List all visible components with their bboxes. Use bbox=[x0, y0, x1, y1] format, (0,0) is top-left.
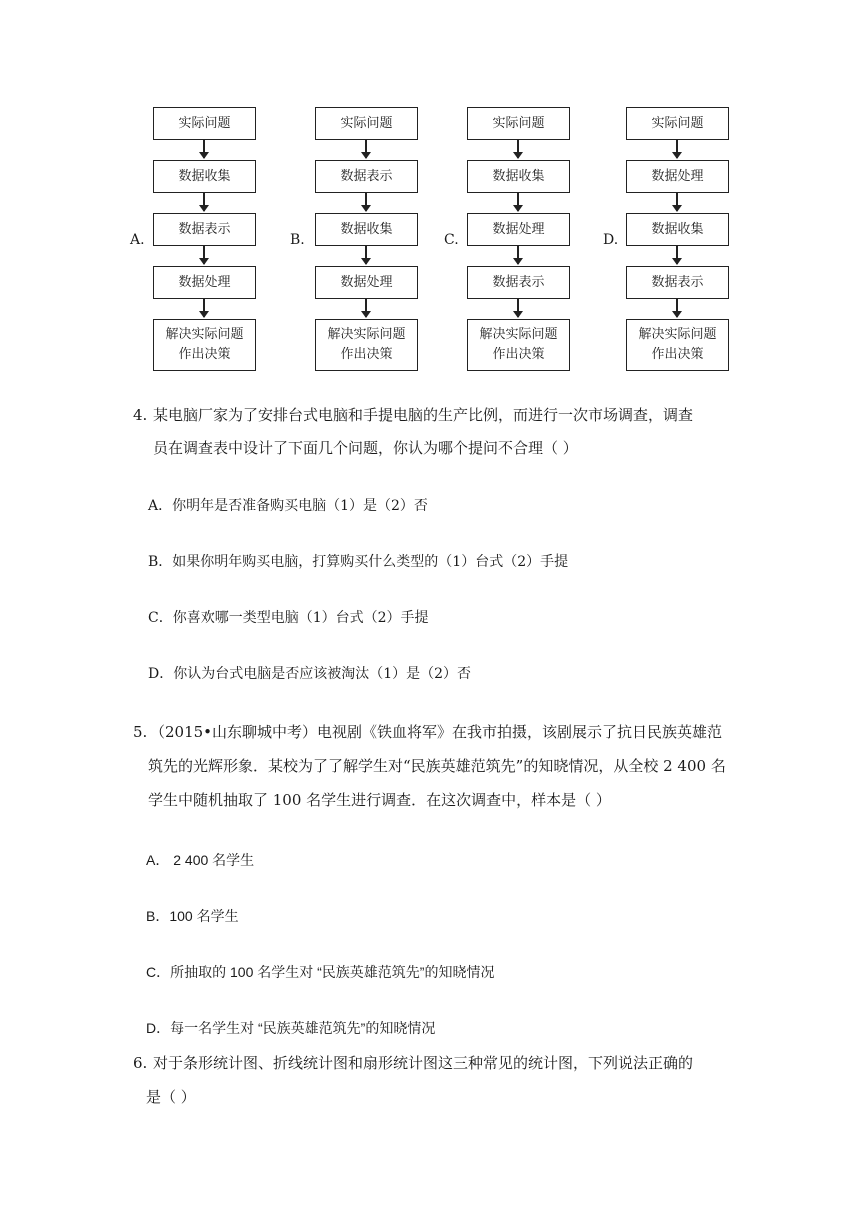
option-b: B．100 名学生 bbox=[146, 908, 239, 924]
flowchart-step-box: 解决实际问题 作出决策 bbox=[153, 319, 256, 371]
down-arrow-icon bbox=[203, 299, 205, 317]
option-a: A． 2 400 名学生 bbox=[146, 852, 255, 868]
option-d: D．你认为台式电脑是否应该被淘汰（1）是（2）否 bbox=[148, 666, 472, 682]
flowchart-step-box: 数据处理 bbox=[626, 160, 729, 193]
down-arrow-icon bbox=[365, 140, 367, 158]
flowchart-option-letter: C. bbox=[444, 232, 459, 248]
flowchart-step-box: 实际问题 bbox=[315, 107, 418, 140]
question-number: 6. bbox=[133, 1054, 148, 1072]
question-text-line: 是（ ） bbox=[146, 1088, 196, 1106]
question-text-line: 筑先的光辉形象．某校为了了解学生对“民族英雄范筑先”的知晓情况，从全校 2 400 名 bbox=[148, 757, 726, 775]
down-arrow-icon bbox=[203, 140, 205, 158]
down-arrow-icon bbox=[676, 246, 678, 264]
flowchart-option-letter: B. bbox=[290, 232, 305, 248]
down-arrow-icon bbox=[517, 299, 519, 317]
down-arrow-icon bbox=[517, 246, 519, 264]
question-text-line: 学生中随机抽取了 100 名学生进行调查．在这次调查中，样本是（ ） bbox=[148, 791, 611, 809]
option-a: A．你明年是否准备购买电脑（1）是（2）否 bbox=[148, 498, 428, 514]
flowchart-step-box: 数据表示 bbox=[153, 213, 256, 246]
flowchart-step-box: 解决实际问题 作出决策 bbox=[626, 319, 729, 371]
flowchart-step-box: 数据收集 bbox=[315, 213, 418, 246]
down-arrow-icon bbox=[365, 246, 367, 264]
down-arrow-icon bbox=[676, 299, 678, 317]
flowchart-option-letter: A. bbox=[130, 232, 145, 248]
question-text-line: 对于条形统计图、折线统计图和扇形统计图这三种常见的统计图，下列说法正确的 bbox=[153, 1054, 694, 1072]
down-arrow-icon bbox=[676, 140, 678, 158]
flowchart-step-box: 解决实际问题 作出决策 bbox=[467, 319, 570, 371]
question-number: 4. bbox=[133, 406, 148, 424]
flowchart-step-box: 解决实际问题 作出决策 bbox=[315, 319, 418, 371]
flowchart-step-box: 实际问题 bbox=[626, 107, 729, 140]
flowchart-step-box: 数据收集 bbox=[467, 160, 570, 193]
down-arrow-icon bbox=[203, 193, 205, 211]
question-text-line: 员在调查表中设计了下面几个问题，你认为哪个提问不合理（ ） bbox=[153, 439, 578, 457]
flowchart-step-box: 数据处理 bbox=[315, 266, 418, 299]
option-d: D．每一名学生对 “民族英雄范筑先”的知晓情况 bbox=[146, 1020, 436, 1036]
flowchart-step-box: 数据处理 bbox=[153, 266, 256, 299]
question-number: 5. bbox=[133, 723, 148, 741]
down-arrow-icon bbox=[676, 193, 678, 211]
flowchart-step-box: 数据表示 bbox=[467, 266, 570, 299]
flowchart-step-box: 数据收集 bbox=[626, 213, 729, 246]
question-text-line: 某电脑厂家为了安排台式电脑和手提电脑的生产比例，而进行一次市场调查，调查 bbox=[153, 406, 694, 424]
flowchart-step-box: 数据表示 bbox=[626, 266, 729, 299]
flowchart-step-box: 实际问题 bbox=[467, 107, 570, 140]
down-arrow-icon bbox=[517, 140, 519, 158]
flowchart-step-box: 数据处理 bbox=[467, 213, 570, 246]
option-c: C．你喜欢哪一类型电脑（1）台式（2）手提 bbox=[148, 610, 429, 626]
question-text-line: （2015•山东聊城中考）电视剧《铁血将军》在我市拍摄，该剧展示了抗日民族英雄范 bbox=[150, 723, 723, 741]
flowchart-step-box: 实际问题 bbox=[153, 107, 256, 140]
option-c: C．所抽取的 100 名学生对 “民族英雄范筑先”的知晓情况 bbox=[146, 964, 495, 980]
down-arrow-icon bbox=[203, 246, 205, 264]
option-b: B．如果你明年购买电脑，打算购买什么类型的（1）台式（2）手提 bbox=[148, 554, 569, 570]
down-arrow-icon bbox=[517, 193, 519, 211]
down-arrow-icon bbox=[365, 193, 367, 211]
flowchart-step-box: 数据收集 bbox=[153, 160, 256, 193]
flowchart-step-box: 数据表示 bbox=[315, 160, 418, 193]
down-arrow-icon bbox=[365, 299, 367, 317]
flowchart-option-letter: D. bbox=[603, 232, 619, 248]
